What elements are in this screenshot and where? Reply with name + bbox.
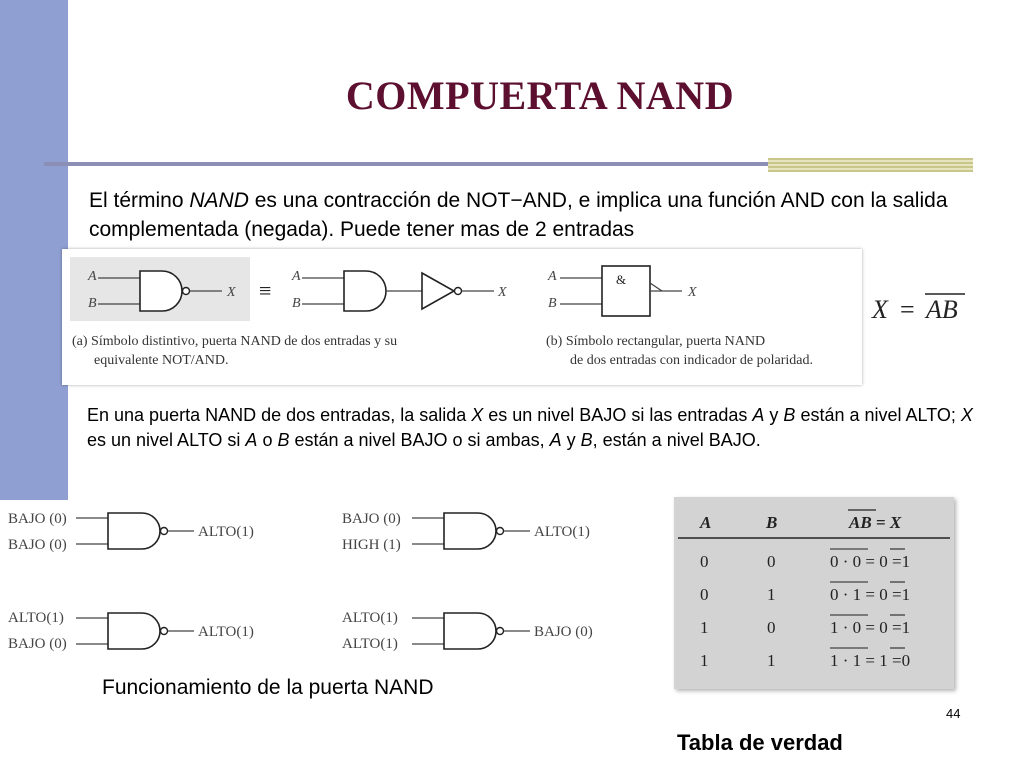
nand-operation-diagrams — [0, 500, 620, 670]
svg-text:BAJO (0): BAJO (0) — [534, 624, 593, 640]
caption-b-line2: de dos entradas con indicador de polaridad. — [570, 353, 813, 368]
svg-text:0 · 1 = 0 =1: 0 · 1 = 0 =1 — [830, 585, 911, 604]
label-b: B — [88, 296, 97, 311]
truth-table — [674, 497, 954, 689]
nand-gate-symbol — [108, 613, 160, 649]
label-a: A — [292, 269, 301, 284]
slide-title: COMPUERTA NAND — [345, 73, 735, 118]
svg-text:ALTO(1): ALTO(1) — [198, 524, 254, 540]
svg-text:HIGH (1): HIGH (1) — [342, 537, 401, 553]
truth-table-figure — [674, 497, 954, 689]
nand-formula — [870, 286, 970, 326]
svg-text:0: 0 — [767, 618, 776, 637]
label-x: X — [498, 285, 507, 300]
svg-text:BAJO (0): BAJO (0) — [8, 537, 67, 553]
svg-text:0: 0 — [767, 552, 776, 571]
inversion-bubble — [183, 288, 190, 295]
caption-a-line1: (a) Símbolo distintivo, puerta NAND de dos entradas y su — [72, 334, 398, 349]
nand-symbols-panel — [62, 249, 862, 385]
label-b: B — [292, 296, 301, 311]
svg-text:BAJO (0): BAJO (0) — [8, 511, 67, 527]
nand-example-3 — [8, 610, 254, 652]
svg-text:BAJO (0): BAJO (0) — [342, 511, 401, 527]
and-label: & — [616, 272, 627, 287]
truth-table-label: Tabla de verdad — [677, 730, 843, 755]
label-x: X — [227, 285, 236, 300]
caption-b-line1: (b) Símbolo rectangular, puerta NAND — [546, 334, 766, 349]
svg-text:AB: AB — [926, 295, 958, 324]
nand-example-4 — [342, 610, 593, 652]
nand-gate-symbol — [140, 271, 182, 311]
svg-text:0: 0 — [700, 552, 709, 571]
equivalence-sign: ≡ — [259, 278, 272, 303]
caption-a-line2: equivalente NOT/AND. — [94, 353, 229, 368]
header-expression: AB = X — [849, 513, 902, 532]
svg-text:1 · 1 = 1 =0: 1 · 1 = 1 =0 — [830, 651, 911, 670]
nand-gate-symbol — [444, 513, 496, 549]
svg-text:0 · 0 = 0 =1: 0 · 0 = 0 =1 — [830, 552, 911, 571]
svg-text:0: 0 — [700, 585, 709, 604]
svg-text:1: 1 — [700, 651, 709, 670]
intro-text: El término NAND es una contracción de NOT−AND, e implica una función AND con la salida complementada (negada). Puede tener mas de 2 entradas — [89, 189, 948, 241]
svg-text:ALTO(1): ALTO(1) — [534, 524, 590, 540]
nand-symbols-figure — [62, 249, 862, 385]
label-x: X — [688, 285, 697, 300]
header-b: B — [766, 513, 778, 532]
and-gate-symbol — [344, 271, 386, 311]
svg-text:1: 1 — [700, 618, 709, 637]
svg-text:ALTO(1): ALTO(1) — [8, 610, 64, 626]
not-gate-symbol — [422, 273, 454, 309]
nand-description: En una puerta NAND de dos entradas, la salida X es un nivel BAJO si las entradas A y B están a nivel ALTO; X es un nivel ALTO si A o B están a nivel BAJO o si ambas, A y B, están a nivel BAJO. — [87, 405, 973, 450]
svg-text:BAJO (0): BAJO (0) — [8, 636, 67, 652]
svg-text:=: = — [900, 295, 915, 324]
header-a: A — [700, 513, 712, 532]
title-rule — [44, 162, 784, 166]
label-a: A — [548, 269, 557, 284]
nand-example-2 — [342, 511, 590, 553]
svg-text:ALTO(1): ALTO(1) — [342, 610, 398, 626]
nand-gate-symbol — [444, 613, 496, 649]
label-b: B — [548, 296, 557, 311]
polarity-indicator — [650, 283, 662, 291]
page-number: 44 — [946, 706, 961, 721]
svg-text:ALTO(1): ALTO(1) — [198, 624, 254, 640]
svg-text:1: 1 — [767, 585, 776, 604]
svg-text:1 · 0 = 0 =1: 1 · 0 = 0 =1 — [830, 618, 911, 637]
title-rule-tab — [768, 158, 973, 172]
operation-caption: Funcionamiento de la puerta NAND — [102, 676, 434, 699]
svg-text:X: X — [872, 295, 888, 324]
inversion-bubble — [455, 288, 462, 295]
nand-example-1 — [8, 511, 254, 553]
svg-text:1: 1 — [767, 651, 776, 670]
label-a: A — [88, 269, 97, 284]
svg-text:ALTO(1): ALTO(1) — [342, 636, 398, 652]
nand-gate-symbol — [108, 513, 160, 549]
